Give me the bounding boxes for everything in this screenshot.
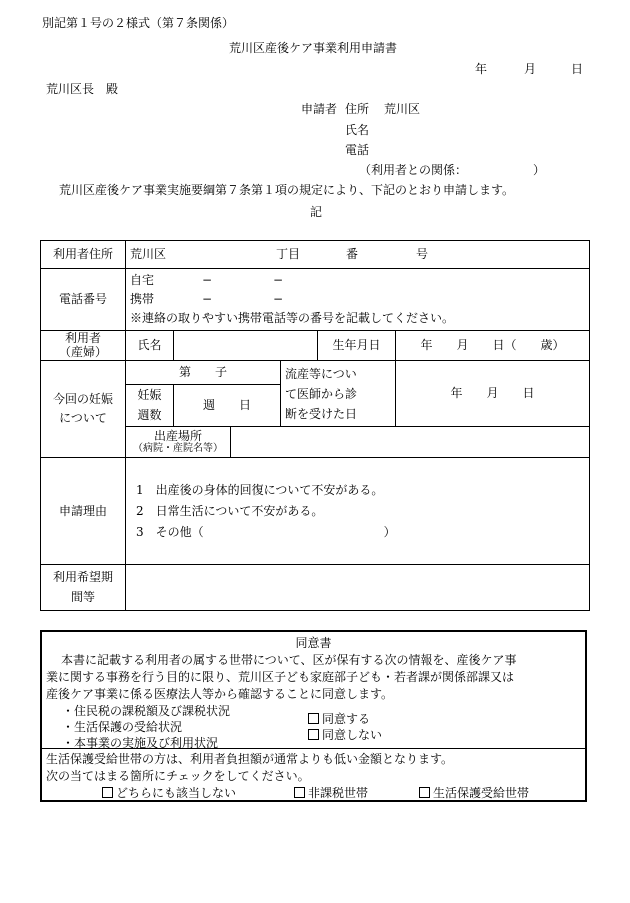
child-order-field[interactable]: 第 子 [126,361,281,385]
ki-heading: 記 [310,205,323,219]
go-label: 号 [416,247,429,261]
pregnancy-label-2: について [59,411,107,425]
pregnancy-label-1: 今回の妊娠 [52,391,113,406]
application-form-table [40,240,590,611]
option-welfare-label: 生活保護受給世帯 [433,786,530,800]
diagnosis-label [281,361,396,427]
document-title: 荒川区産後ケア事業利用申請書 [229,41,398,55]
pregnancy-label [41,361,126,458]
option-nontax[interactable] [294,787,368,799]
ban-label: 番 [346,247,359,261]
mobile-label: 携帯 [130,292,155,306]
addressee: 荒川区長 殿 [46,82,119,96]
user-label-1: 利用者 [64,330,101,345]
reason-option-2[interactable]: 2 日常生活について不安がある。 [136,503,324,518]
reason-option-3[interactable]: 3 その他（ ） [136,524,396,539]
disagree-option[interactable] [308,729,382,741]
mobile-dash-1: − [202,292,213,306]
phone-row-label: 電話番号 [41,269,126,331]
address-label: 住所 [345,102,370,116]
gestation-label-1: 妊娠 [137,388,162,403]
phone-field[interactable] [126,269,590,331]
consent-body-1: 本書に記載する利用者の属する世帯について、区が保有する次の情報を、産後ケア事 [61,653,517,667]
birthplace-label [126,427,231,458]
chome-label: 丁目 [276,247,301,261]
home-dash-1: − [202,273,213,287]
option-none-label: どちらにも該当しない [116,786,237,800]
period-label-2: 間等 [70,589,95,604]
option-nontax-label: 非課税世帯 [308,786,369,800]
phone-note: ※連絡の取りやすい携帯電話等の番号を記載してください。 [130,311,455,325]
home-label: 自宅 [130,273,155,287]
diagnosis-label-3: 断を受けた日 [285,406,358,421]
consent-body-2: 業に関する事務を行う目的に限り、荒川区子ども家庭部子ども・若者課が関係部課又は [46,670,515,684]
user-address-field[interactable] [126,241,590,269]
birthplace-label-1: 出産場所 [153,428,202,443]
birthplace-field[interactable] [231,427,590,458]
birthdate-field[interactable]: 年 月 日（ 歳） [396,331,590,361]
diagnosis-label-1: 流産等につい [285,366,357,381]
nontax-checkbox[interactable] [294,787,305,798]
disagree-label: 同意しない [322,728,383,742]
form-number: 別記第１号の２様式（第７条関係） [42,16,235,30]
reason-option-1[interactable]: 1 出産後の身体的回復について不安がある。 [136,482,384,497]
user-name-field[interactable] [174,331,318,361]
period-field[interactable] [126,565,590,611]
consent-item-2: ・生活保護の受給状況 [62,720,183,734]
consent-item-3: ・本事業の実施及び利用状況 [62,736,219,750]
none-checkbox[interactable] [102,787,113,798]
consent-title: 同意書 [295,636,332,650]
birthdate-label: 生年月日 [318,331,396,361]
agree-option[interactable] [308,713,370,725]
relation-field[interactable]: （利用者との関係： ） [359,163,546,177]
birthplace-label-2: （病院・産院名等） [133,443,223,455]
consent-item-1: ・住民税の課税額及び課税状況 [62,704,231,718]
name-label-cell: 氏名 [126,331,174,361]
diagnosis-date-field[interactable]: 年 月 日 [396,361,590,427]
date-month: 月 [524,62,537,76]
date-day: 日 [571,62,584,76]
consent-box [40,630,587,802]
user-address-label: 利用者住所 [41,241,126,269]
reason-label: 申請理由 [41,458,126,565]
date-year: 年 [475,62,488,76]
declaration: 荒川区産後ケア事業実施要綱第７条第１項の規定により、下記のとおり申請します。 [59,183,515,197]
option-none[interactable] [102,787,236,799]
consent-divider [42,748,585,749]
diagnosis-label-2: て医師から診 [285,386,358,401]
gestation-label [126,385,174,427]
period-label [41,565,126,611]
welfare-checkbox[interactable] [419,787,430,798]
disagree-checkbox[interactable] [308,729,319,740]
name-label: 氏名 [345,123,370,137]
welfare-note-2: 次の当てはまる箇所にチェックをしてください。 [46,769,310,783]
option-welfare[interactable] [419,787,529,799]
address-prefix: 荒川区 [130,247,167,261]
user-label-2: （産婦） [58,344,107,359]
gestation-field[interactable]: 週 日 [174,385,281,427]
address-value[interactable]: 荒川区 [384,102,421,116]
user-label [41,331,126,361]
consent-body-3: 産後ケア事業に係る医療法人等から確認することに同意します。 [46,687,394,701]
gestation-label-2: 週数 [137,407,162,422]
reason-options [126,458,590,565]
agree-label: 同意する [322,712,371,726]
phone-label: 電話 [345,143,370,157]
period-label-1: 利用希望期 [52,570,113,585]
welfare-note-1: 生活保護受給世帯の方は、利用者負担額が通常よりも低い金額となります。 [46,752,454,766]
home-dash-2: − [273,273,284,287]
applicant-label: 申請者 [301,102,338,116]
agree-checkbox[interactable] [308,713,319,724]
mobile-dash-2: − [273,292,284,306]
